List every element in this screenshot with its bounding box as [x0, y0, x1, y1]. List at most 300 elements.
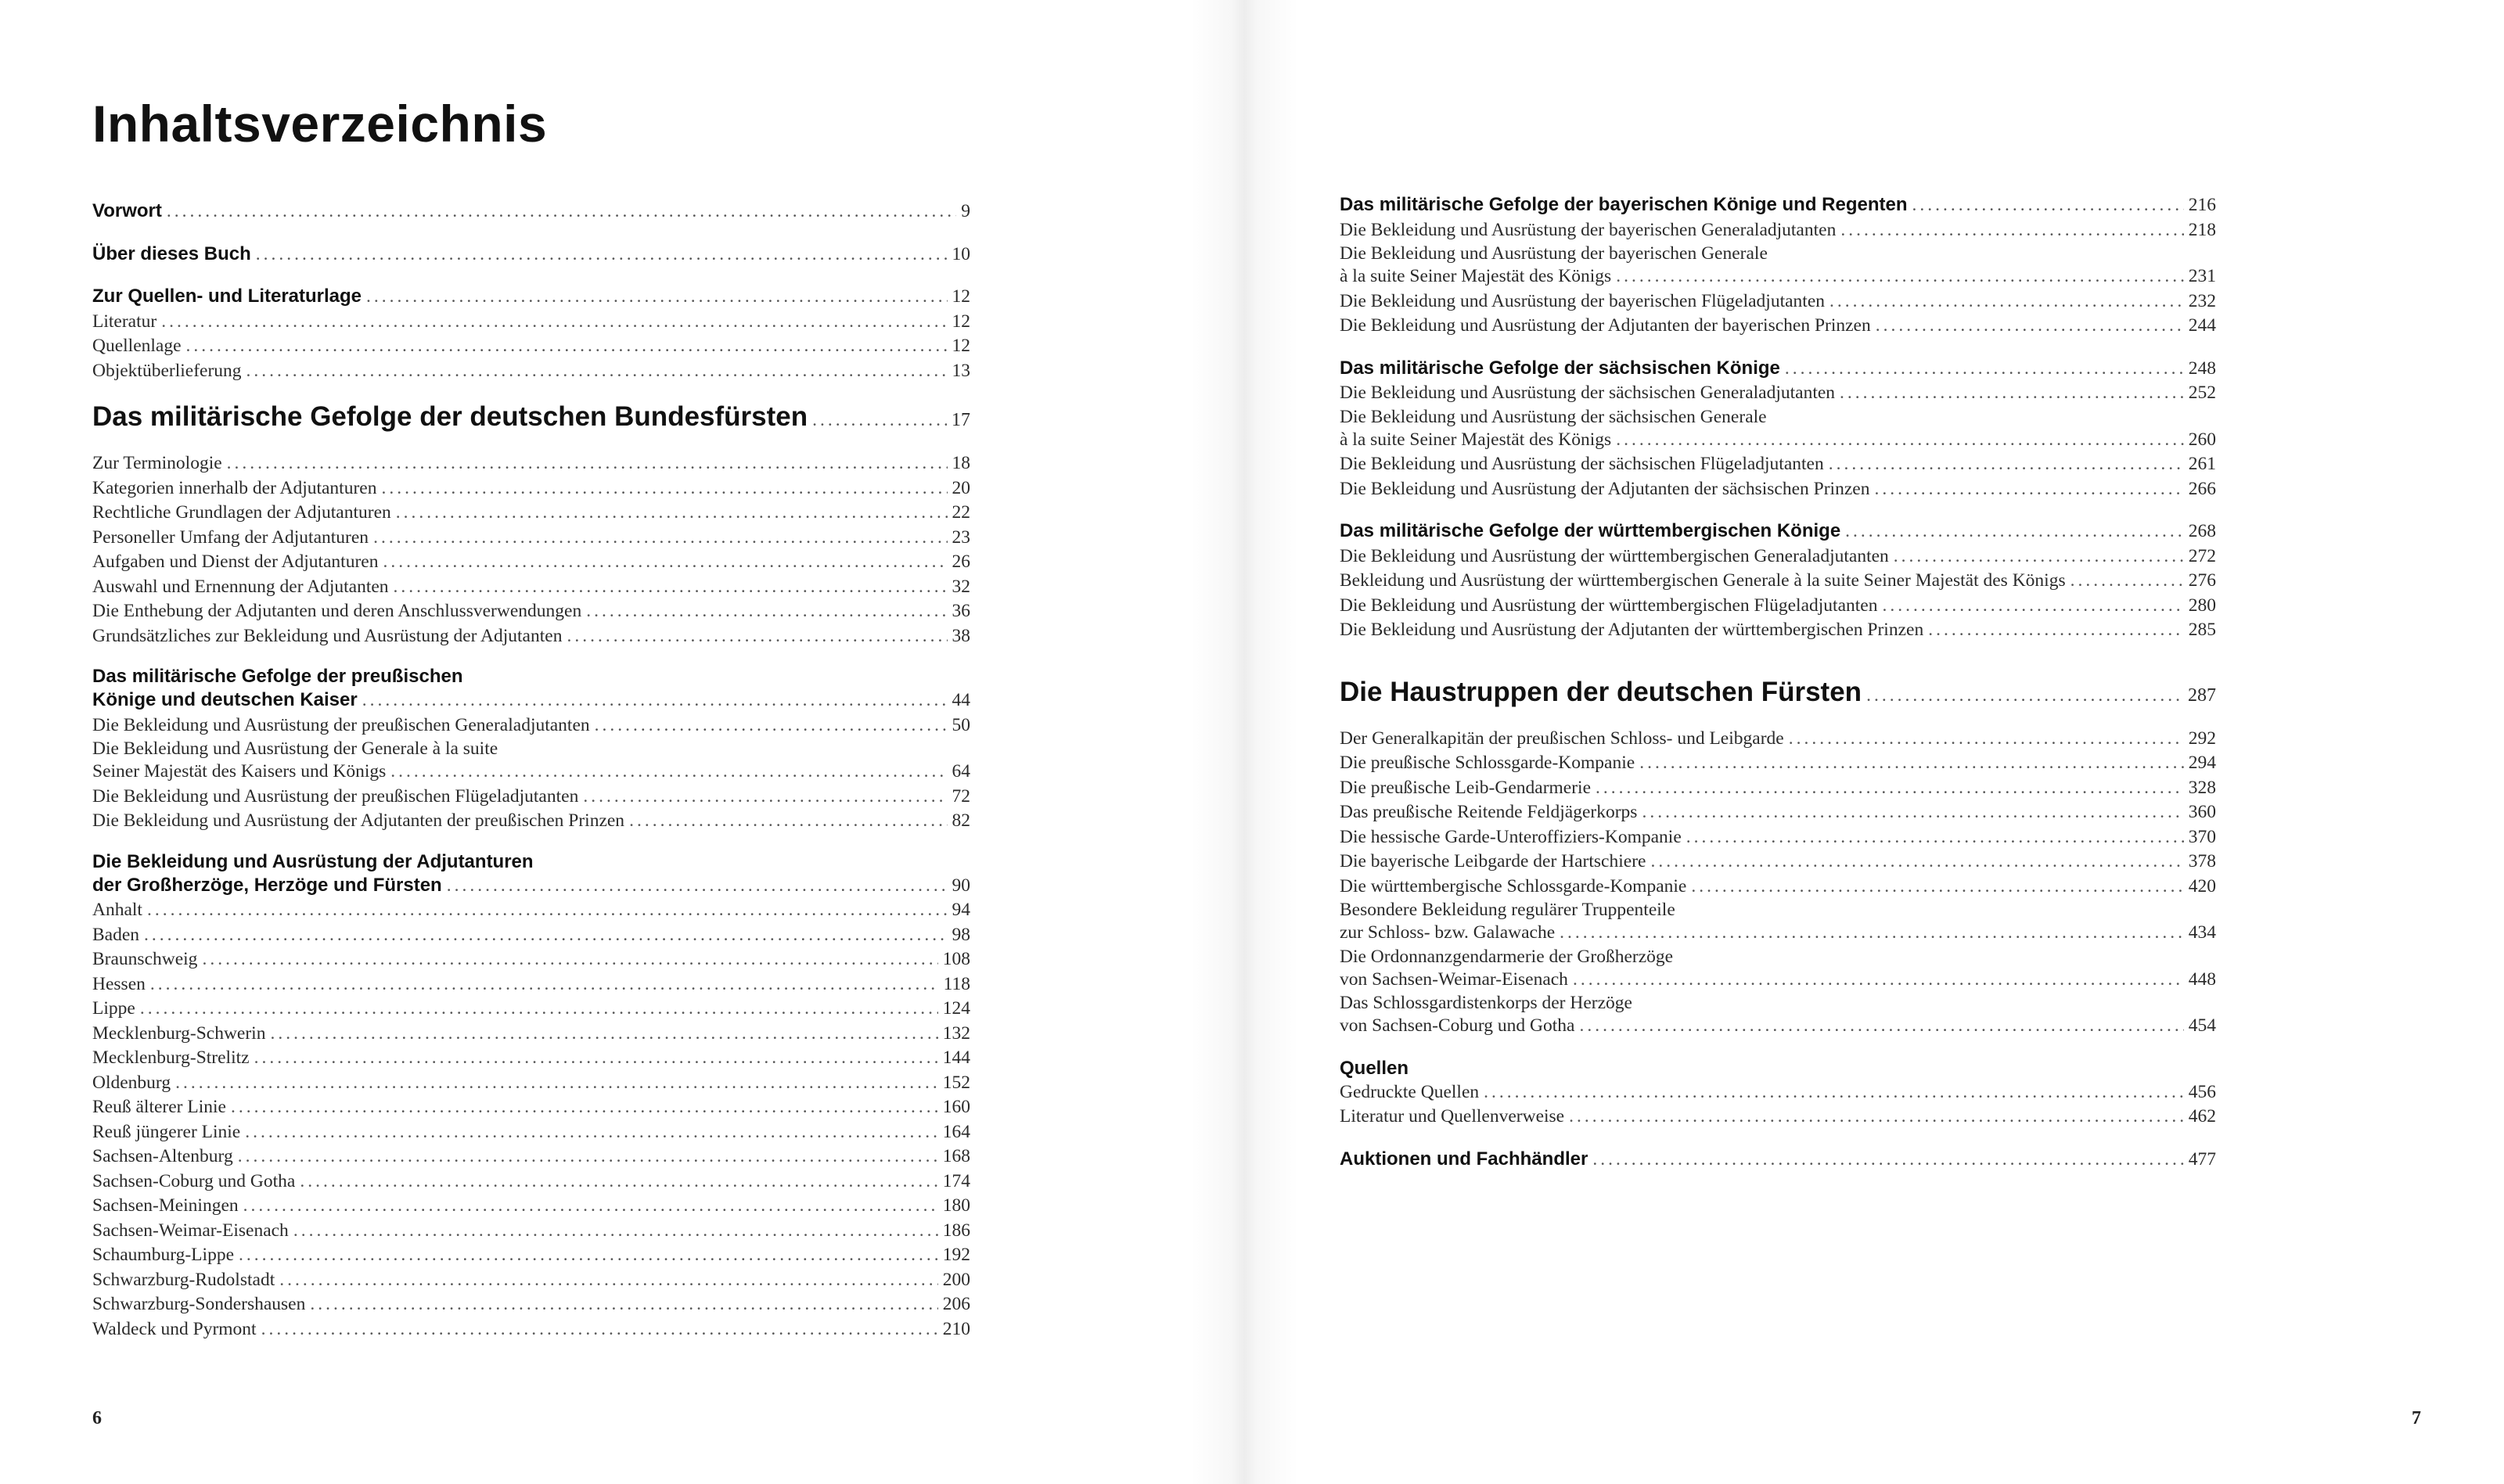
toc-entry[interactable]: [92, 1268, 970, 1293]
toc-page-number: 280: [2188, 595, 2216, 616]
dot-leader: [1829, 452, 2184, 477]
dot-leader: [144, 923, 947, 948]
toc-entry-title: Baden: [92, 924, 140, 945]
toc-chapter-entry[interactable]: [1340, 1147, 2216, 1173]
dot-leader: [1691, 875, 2183, 900]
dot-leader: [381, 476, 947, 501]
toc-entry[interactable]: [92, 1144, 970, 1170]
toc-page-number: 22: [952, 502, 970, 523]
toc-entry-title: Die hessische Garde-Unteroffiziers-Kompanie: [1340, 826, 1682, 847]
dot-leader: [239, 1243, 938, 1268]
toc-entry[interactable]: [1340, 618, 2216, 643]
toc-entry[interactable]: [92, 310, 970, 335]
toc-page-number: 132: [942, 1022, 970, 1044]
dot-leader: [227, 451, 948, 476]
toc-page-number: 378: [2188, 851, 2216, 871]
dot-leader: [245, 1120, 938, 1145]
page-number-left: 6: [92, 1408, 102, 1428]
toc-entry-title: Die Bekleidung und Ausrüstung der württembergischen Generaladjutanten: [1340, 545, 1889, 566]
toc-entry-title: Schaumburg-Lippe: [92, 1245, 235, 1265]
toc-page-number: 72: [952, 785, 970, 807]
toc-entry[interactable]: [92, 785, 970, 810]
toc-entry-title: Sachsen-Meiningen: [92, 1195, 239, 1216]
dot-leader: [583, 785, 947, 810]
toc-entry[interactable]: [92, 599, 970, 624]
toc-entry[interactable]: [92, 972, 970, 997]
dot-leader: [394, 575, 948, 600]
toc-entry-title: Das militärische Gefolge der bayerischen Könige und Regenten: [1340, 194, 1908, 215]
toc-entry-title: der Großherzöge, Herzöge und Fürsten: [92, 874, 442, 896]
section-spacer: [1340, 643, 2216, 674]
dot-leader: [231, 1095, 938, 1120]
toc-page-number: 285: [2188, 620, 2216, 640]
toc-entry-title: Reuß jüngerer Linie: [92, 1121, 241, 1142]
toc-page-number: 90: [952, 875, 970, 896]
toc-page-number: 248: [2188, 358, 2216, 379]
toc-page-number: 124: [942, 998, 970, 1019]
section-spacer: [1340, 339, 2216, 356]
dot-leader: [300, 1170, 937, 1195]
toc-page-number: 38: [952, 625, 970, 646]
toc-entry[interactable]: [92, 760, 970, 785]
dot-leader: [812, 402, 947, 438]
toc-entry-title: Hessen: [92, 973, 146, 994]
toc-page-number: 10: [952, 243, 970, 264]
toc-page-number: 370: [2188, 826, 2216, 847]
toc-chapter-entry[interactable]: [1340, 356, 2216, 382]
toc-entry[interactable]: [1340, 477, 2216, 502]
dot-leader: [2070, 569, 2184, 594]
dot-leader: [147, 898, 948, 923]
toc-page-number: 260: [2188, 429, 2216, 450]
dot-leader: [1840, 381, 2184, 406]
left-page: [0, 0, 1244, 1484]
toc-entry[interactable]: [1340, 800, 2216, 825]
toc-entry[interactable]: [1340, 452, 2216, 477]
toc-entry[interactable]: [1340, 381, 2216, 406]
toc-entry-title: Schwarzburg-Rudolstadt: [92, 1269, 275, 1290]
toc-entry[interactable]: [1340, 751, 2216, 776]
dot-leader: [261, 1317, 938, 1342]
toc-entry[interactable]: [1340, 875, 2216, 900]
toc-page-number: 152: [942, 1072, 970, 1093]
toc-entry[interactable]: [92, 997, 970, 1022]
dot-leader: [1573, 968, 2184, 993]
dot-leader: [186, 334, 948, 359]
toc-page-number: 50: [952, 714, 970, 735]
toc-entry-title: Braunschweig: [92, 949, 198, 969]
toc-page-number: 456: [2188, 1081, 2216, 1102]
toc-entry-title: Könige und deutschen Kaiser: [92, 689, 358, 710]
toc-entry-title: Anhalt: [92, 900, 142, 920]
dot-leader: [150, 972, 939, 997]
toc-entry-title: Sachsen-Weimar-Eisenach: [92, 1220, 289, 1241]
toc-page-number: 180: [942, 1195, 970, 1216]
toc-page-number: 434: [2188, 922, 2216, 943]
section-spacer: [92, 438, 970, 451]
toc-page-number: 160: [942, 1097, 970, 1117]
toc-page-number: 94: [952, 900, 970, 920]
dot-leader: [1642, 800, 2183, 825]
toc-entry[interactable]: [92, 1194, 970, 1219]
toc-entry-title: Die Haustruppen der deutschen Fürsten: [1340, 676, 1862, 707]
dot-leader: [246, 359, 948, 384]
section-spacer: [1340, 1130, 2216, 1147]
dot-leader: [567, 624, 947, 649]
toc-chapter-entry[interactable]: [92, 688, 970, 713]
toc-entry-title: Die Bekleidung und Ausrüstung der württembergischen Flügeladjutanten: [1340, 595, 1878, 616]
toc-entry-title: Die Bekleidung und Ausrüstung der sächsischen Flügeladjutanten: [1340, 454, 1824, 474]
toc-entry[interactable]: [92, 550, 970, 575]
dot-leader: [1894, 544, 2184, 570]
toc-page-number: 454: [2188, 1015, 2216, 1036]
dot-leader: [1840, 218, 2183, 243]
toc-entry-title: Objektüberlieferung: [92, 360, 242, 381]
dot-leader: [595, 713, 948, 738]
dot-leader: [629, 809, 947, 834]
toc-entry[interactable]: [92, 526, 970, 551]
section-spacer: [1340, 713, 2216, 727]
dot-leader: [586, 599, 947, 624]
toc-entry[interactable]: [92, 1292, 970, 1317]
toc-entry[interactable]: [92, 713, 970, 738]
toc-entry-title: Der Generalkapitän der preußischen Schloss- und Leibgarde: [1340, 728, 1784, 749]
toc-chapter-entry[interactable]: [92, 873, 970, 899]
dot-leader: [1592, 1148, 2183, 1173]
toc-chapter-entry[interactable]: [92, 199, 970, 225]
toc-entry[interactable]: [1340, 428, 2216, 453]
toc-entry[interactable]: [1340, 776, 2216, 801]
toc-page-number: 17: [952, 410, 970, 430]
toc-page-number: 18: [952, 453, 970, 473]
toc-entry[interactable]: [92, 1071, 970, 1096]
section-spacer: [92, 225, 970, 242]
toc-entry-title: à la suite Seiner Majestät des Königs: [1340, 266, 1612, 286]
toc-page-number: 9: [961, 201, 970, 221]
toc-entry-title: Die preußische Leib-Gendarmerie: [1340, 777, 1592, 798]
toc-page-number: 261: [2188, 454, 2216, 474]
dot-leader: [279, 1268, 938, 1293]
dot-leader: [238, 1144, 938, 1170]
toc-page-number: 216: [2188, 195, 2216, 215]
toc-page-number: 287: [2188, 685, 2216, 706]
toc-entry-title: von Sachsen-Weimar-Eisenach: [1340, 968, 1568, 990]
dot-leader: [310, 1292, 937, 1317]
toc-entry-first-line: Die Ordonnanzgendarmerie der Großherzöge: [1340, 946, 1674, 967]
dot-leader: [270, 1022, 937, 1047]
toc-entry-title: Sachsen-Coburg und Gotha: [92, 1170, 296, 1191]
toc-entry-first-line: Die Bekleidung und Ausrüstung der Adjutanturen: [92, 850, 534, 872]
dot-leader: [1616, 428, 2184, 453]
toc-page-number: 360: [2188, 802, 2216, 822]
toc-entry-title: Aufgaben und Dienst der Adjutanturen: [92, 552, 379, 572]
toc-entry-title: Das militärische Gefolge der deutschen Bundesfürsten: [92, 401, 808, 432]
section-spacer: [92, 267, 970, 284]
toc-chapter-entry[interactable]: [1340, 519, 2216, 544]
toc-page-number: 200: [942, 1269, 970, 1290]
dot-leader: [1579, 1014, 2183, 1039]
toc-entry-title: Reuß älterer Linie: [92, 1097, 226, 1117]
toc-entry[interactable]: [92, 575, 970, 600]
dot-leader: [1876, 314, 2184, 339]
toc-entry-title: Die Bekleidung und Ausrüstung der preußischen Flügeladjutanten: [92, 785, 579, 807]
toc-entry-title: Die Bekleidung und Ausrüstung der sächsischen Generaladjutanten: [1340, 383, 1836, 403]
toc-entry-title: Auktionen und Fachhändler: [1340, 1148, 1588, 1170]
dot-leader: [167, 199, 956, 225]
toc-entry[interactable]: [1340, 569, 2216, 594]
toc-page-number: 64: [952, 761, 970, 782]
toc-section-heading: Quellen: [1340, 1057, 1409, 1079]
toc-entry-first-line: Die Bekleidung und Ausrüstung der bayerischen Generale: [1340, 243, 1768, 264]
dot-leader: [254, 1046, 938, 1071]
toc-page-number: 164: [942, 1121, 970, 1142]
toc-entry[interactable]: [1340, 850, 2216, 875]
toc-entry-title: Mecklenburg-Schwerin: [92, 1022, 266, 1044]
dot-leader: [1639, 751, 2184, 776]
toc-entry-title: Schwarzburg-Sondershausen: [92, 1294, 306, 1314]
toc-page-number: 12: [952, 311, 970, 332]
dot-leader: [1845, 519, 2184, 544]
toc-entry-title: Kategorien innerhalb der Adjutanturen: [92, 477, 377, 498]
toc-column-right: [1340, 192, 2216, 1172]
toc-page-number: 118: [943, 973, 970, 994]
toc-entry[interactable]: [92, 1120, 970, 1145]
toc-page-number: 252: [2188, 383, 2216, 403]
toc-entry-title: Die Bekleidung und Ausrüstung der bayerischen Generaladjutanten: [1340, 219, 1837, 240]
dot-leader: [1686, 825, 2184, 850]
dot-leader: [383, 550, 947, 575]
toc-entry-title: Zur Terminologie: [92, 453, 222, 473]
dot-leader: [1789, 727, 2184, 752]
toc-entry[interactable]: [92, 501, 970, 526]
toc-page-number: 218: [2188, 219, 2216, 240]
toc-entry-title: Das militärische Gefolge der württembergischen Könige: [1340, 520, 1841, 541]
toc-entry-title: Die Bekleidung und Ausrüstung der Adjutanten der bayerischen Prinzen: [1340, 315, 1871, 336]
toc-page-number: 174: [942, 1170, 970, 1191]
toc-page-number: 44: [952, 690, 970, 710]
toc-page-number: 266: [2188, 478, 2216, 499]
toc-page-number: 477: [2188, 1148, 2216, 1170]
toc-entry-title: Quellenlage: [92, 336, 182, 356]
toc-page-number: 168: [942, 1146, 970, 1166]
toc-chapter-entry[interactable]: [1340, 192, 2216, 218]
toc-entry-title: Über dieses Buch: [92, 243, 251, 264]
toc-entry-title: Das militärische Gefolge der sächsischen Könige: [1340, 357, 1780, 379]
toc-page-number: 13: [952, 360, 970, 381]
toc-entry-title: Vorwort: [92, 200, 162, 221]
toc-page-number: 462: [2188, 1106, 2216, 1126]
dot-leader: [396, 501, 948, 526]
toc-entry[interactable]: [1340, 1080, 2216, 1105]
toc-entry-title: Die Bekleidung und Ausrüstung der Adjutanten der württembergischen Prinzen: [1340, 620, 1924, 640]
toc-entry-title: à la suite Seiner Majestät des Königs: [1340, 429, 1612, 450]
toc-entry[interactable]: [92, 1022, 970, 1047]
toc-page-number: 210: [942, 1318, 970, 1339]
toc-entry[interactable]: [92, 923, 970, 948]
toc-column-left: [92, 199, 970, 1342]
toc-entry[interactable]: [92, 451, 970, 476]
toc-entry-title: Lippe: [92, 998, 135, 1019]
toc-entry[interactable]: [92, 1317, 970, 1342]
toc-title: Inhaltsverzeichnis: [92, 95, 548, 153]
toc-entry-title: Literatur und Quellenverweise: [1340, 1106, 1565, 1126]
dot-leader: [293, 1219, 938, 1244]
toc-entry-first-line: Die Bekleidung und Ausrüstung der sächsischen Generale: [1340, 406, 1767, 427]
toc-entry-title: Auswahl und Ernennung der Adjutanten: [92, 576, 389, 597]
toc-entry-first-line: Das Schlossgardistenkorps der Herzöge: [1340, 993, 1632, 1013]
dot-leader: [1874, 477, 2183, 502]
toc-entry[interactable]: [92, 1243, 970, 1268]
toc-entry[interactable]: [92, 898, 970, 923]
section-spacer: [92, 383, 970, 399]
toc-page-number: 186: [942, 1220, 970, 1241]
dot-leader: [390, 760, 947, 785]
toc-page-number: 328: [2188, 777, 2216, 798]
toc-entry-title: Personeller Umfang der Adjutanturen: [92, 526, 369, 548]
toc-page-number: 12: [952, 336, 970, 356]
toc-entry-title: Waldeck und Pyrmont: [92, 1318, 257, 1339]
dot-leader: [1785, 357, 2184, 382]
dot-leader: [256, 243, 948, 268]
dot-leader: [1596, 776, 2184, 801]
toc-entry[interactable]: [92, 947, 970, 972]
toc-entry-title: Bekleidung und Ausrüstung der württembergischen Generale à la suite Seiner Majestät des Königs: [1340, 570, 2066, 591]
toc-page-number: 448: [2188, 968, 2216, 990]
toc-page-number: 192: [942, 1245, 970, 1265]
toc-page-number: 23: [952, 526, 970, 548]
toc-entry-title: Die Bekleidung und Ausrüstung der Adjutanten der preußischen Prinzen: [92, 810, 625, 831]
dot-leader: [362, 688, 948, 713]
toc-entry-title: Die bayerische Leibgarde der Hartschiere: [1340, 851, 1646, 871]
dot-leader: [1484, 1080, 2184, 1105]
toc-entry[interactable]: [92, 624, 970, 649]
toc-page-number: 26: [952, 552, 970, 572]
toc-entry-title: Grundsätzliches zur Bekleidung und Ausrüstung der Adjutanten: [92, 625, 563, 646]
toc-page-number: 272: [2188, 545, 2216, 566]
toc-entry[interactable]: [1340, 921, 2216, 946]
toc-page-number: 232: [2188, 290, 2216, 311]
dot-leader: [1569, 1105, 2184, 1130]
toc-entry-title: Oldenburg: [92, 1072, 171, 1093]
dot-leader: [1650, 850, 2183, 875]
toc-page-number: 144: [942, 1047, 970, 1068]
toc-entry[interactable]: [92, 334, 970, 359]
toc-entry[interactable]: [92, 1095, 970, 1120]
toc-page-number: 36: [952, 601, 970, 621]
dot-leader: [202, 947, 937, 972]
toc-entry-title: Die württembergische Schlossgarde-Kompanie: [1340, 875, 1687, 897]
toc-entry[interactable]: [1340, 264, 2216, 289]
toc-page-number: 206: [942, 1294, 970, 1314]
toc-entry-title: Die Bekleidung und Ausrüstung der preußischen Generaladjutanten: [92, 714, 590, 735]
toc-entry[interactable]: [1340, 594, 2216, 619]
toc-entry-title: Literatur: [92, 311, 157, 332]
toc-entry[interactable]: [92, 1170, 970, 1195]
toc-entry-title: Seiner Majestät des Kaisers und Königs: [92, 761, 387, 782]
toc-entry[interactable]: [1340, 544, 2216, 570]
toc-entry[interactable]: [1340, 1014, 2216, 1039]
section-spacer: [92, 649, 970, 666]
toc-page-number: 276: [2188, 570, 2216, 591]
toc-entry-first-line: Das militärische Gefolge der preußischen: [92, 666, 463, 687]
toc-entry[interactable]: [1340, 968, 2216, 993]
toc-page-number: 231: [2188, 266, 2216, 286]
toc-page-number: 268: [2188, 521, 2216, 541]
dot-leader: [1616, 264, 2184, 289]
toc-entry[interactable]: [92, 1046, 970, 1071]
toc-entry-title: Rechtliche Grundlagen der Adjutanturen: [92, 502, 391, 523]
dot-leader: [1928, 618, 2184, 643]
toc-entry-title: Zur Quellen- und Literaturlage: [92, 286, 362, 307]
toc-entry[interactable]: [1340, 727, 2216, 752]
toc-entry[interactable]: [92, 809, 970, 834]
toc-entry-title: zur Schloss- bzw. Galawache: [1340, 922, 1556, 943]
dot-leader: [447, 874, 948, 899]
toc-entry[interactable]: [92, 359, 970, 384]
toc-entry[interactable]: [92, 476, 970, 501]
toc-chapter-entry[interactable]: [92, 242, 970, 268]
dot-leader: [373, 526, 947, 551]
page-number-right: 7: [2412, 1408, 2421, 1428]
dot-leader: [140, 997, 938, 1022]
toc-page-number: 108: [942, 949, 970, 969]
toc-entry[interactable]: [1340, 289, 2216, 314]
section-spacer: [1340, 1039, 2216, 1056]
toc-entry[interactable]: [1340, 218, 2216, 243]
toc-page-number: 292: [2188, 728, 2216, 749]
toc-entry-title: Das preußische Reitende Feldjägerkorps: [1340, 802, 1638, 822]
toc-entry-title: Sachsen-Altenburg: [92, 1146, 233, 1166]
dot-leader: [1829, 289, 2184, 314]
toc-page-number: 244: [2188, 315, 2216, 336]
toc-entry[interactable]: [92, 1219, 970, 1244]
toc-part-entry[interactable]: [1340, 674, 2216, 713]
toc-page-number: 32: [952, 576, 970, 597]
toc-entry[interactable]: [1340, 825, 2216, 850]
toc-page-number: 82: [952, 810, 970, 831]
dot-leader: [161, 310, 947, 335]
toc-page-number: 420: [2188, 875, 2216, 897]
toc-page-number: 12: [952, 286, 970, 307]
dot-leader: [366, 285, 947, 310]
dot-leader: [243, 1194, 938, 1219]
toc-page-number: 98: [952, 924, 970, 945]
section-spacer: [1340, 501, 2216, 519]
toc-entry-first-line: Besondere Bekleidung regulärer Truppenteile: [1340, 900, 1675, 920]
section-spacer: [92, 834, 970, 851]
toc-entry-title: von Sachsen-Coburg und Gotha: [1340, 1015, 1575, 1036]
right-page: [1244, 0, 2504, 1484]
toc-entry-title: Die preußische Schlossgarde-Kompanie: [1340, 753, 1635, 773]
toc-entry-title: Die Bekleidung und Ausrüstung der Adjutanten der sächsischen Prinzen: [1340, 478, 1870, 499]
dot-leader: [1866, 677, 2183, 713]
toc-page-number: 294: [2188, 753, 2216, 773]
toc-page-number: 20: [952, 477, 970, 498]
toc-entry-first-line: Die Bekleidung und Ausrüstung der Generale à la suite: [92, 738, 498, 759]
toc-entry-title: Die Enthebung der Adjutanten und deren Anschlussverwendungen: [92, 601, 582, 621]
dot-leader: [1882, 594, 2183, 619]
toc-entry-title: Gedruckte Quellen: [1340, 1081, 1480, 1102]
toc-chapter-entry[interactable]: [92, 284, 970, 310]
toc-entry[interactable]: [1340, 314, 2216, 339]
dot-leader: [1912, 193, 2184, 218]
toc-entry-title: Mecklenburg-Strelitz: [92, 1047, 250, 1068]
toc-entry-title: Die Bekleidung und Ausrüstung der bayerischen Flügeladjutanten: [1340, 290, 1826, 311]
dot-leader: [175, 1071, 938, 1096]
toc-entry[interactable]: [1340, 1105, 2216, 1130]
dot-leader: [1560, 921, 2184, 946]
toc-part-entry[interactable]: [92, 399, 970, 438]
